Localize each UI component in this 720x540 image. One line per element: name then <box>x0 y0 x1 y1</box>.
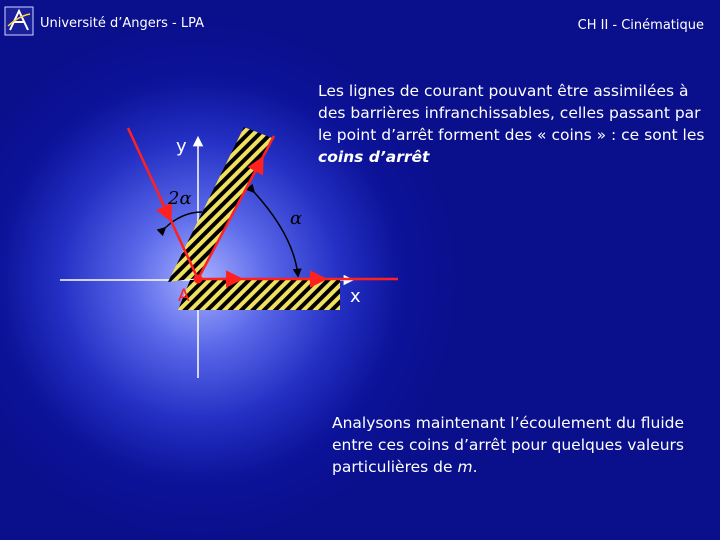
label-alpha: α <box>290 208 303 229</box>
intro-paragraph-emphasis: coins d’arrêt <box>318 148 430 166</box>
stagnation-point-marker <box>194 275 203 284</box>
analysis-paragraph-text: Analysons maintenant l’écoulement du fluide entre ces coins d’arrêt pour quelques valeurs particulières de <box>332 414 685 476</box>
label-x-axis: x <box>350 286 361 307</box>
label-y-axis: y <box>176 136 187 157</box>
analysis-paragraph-end: . <box>472 458 478 476</box>
hatched-wall-horizontal <box>178 280 340 310</box>
arc-alpha <box>254 192 298 276</box>
intro-paragraph-text: Les lignes de courant pouvant être assimilées à des barrières infranchissables, celles passant par le point d’arrêt forment des « coins » : ce sont les <box>318 82 705 144</box>
header-university: Université d’Angers - LPA <box>40 16 204 31</box>
analysis-paragraph-variable: m <box>457 458 473 476</box>
label-two-alpha: 2α <box>168 188 192 209</box>
intro-paragraph <box>318 80 718 168</box>
label-stagnation-point: A <box>178 286 190 306</box>
header-chapter: CH II - Cinématique <box>577 18 704 33</box>
analysis-paragraph <box>332 412 712 478</box>
